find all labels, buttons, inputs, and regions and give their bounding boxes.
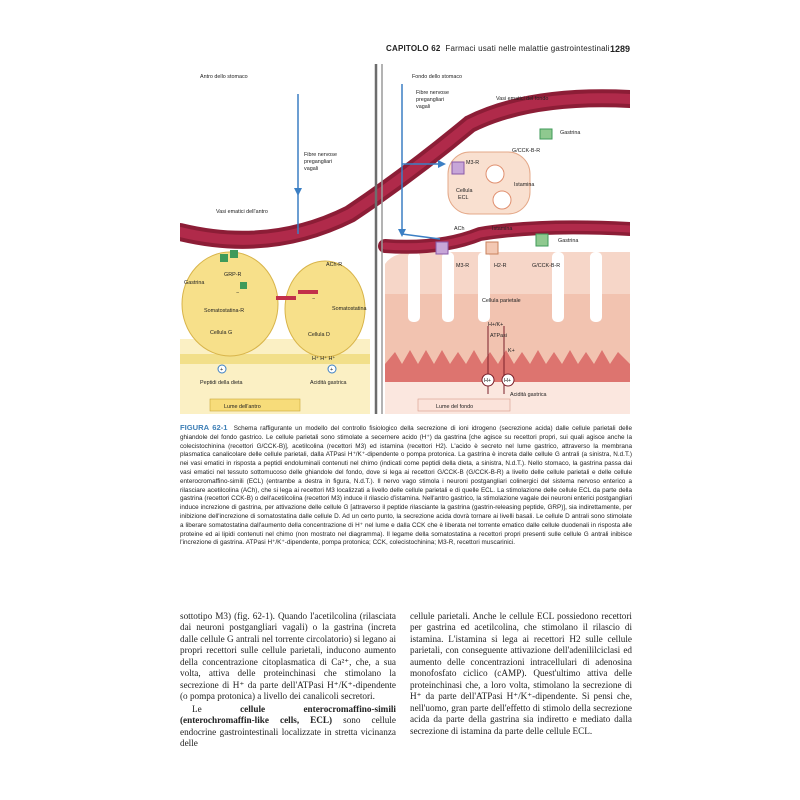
ecl-term: cellule enterocromaffino-simili (enterochromaffin-like cells, ECL) [180, 703, 396, 726]
paragraph: cellule parietali. Anche le cellule ECL possiedono recettori per gastrina ed acetilcolina, che stimolano il rilascio di istamina. L'istamina si lega ai recettori H2 sulle cellule parietali, con conseguente attivazione dell'adenililciclasi ed aumento delle concentrazioni intracellulari di adenosina monofosfato ciclico (cAMP). Quest'ultimo attiva delle proteinchinasi che, a loro volta, stimolano la secrezione di H⁺ da parte dell'ATPasi H⁺/K⁺-dipendente. Si pensi che, nell'uomo, gran parte dell'effetto di stimolo della secrezione acida da parte della gastrina sia indiretto e mediato dalla secrezione di istamina da parte delle cellule ECL. [410, 611, 632, 736]
symbol-minus-gcell: − [236, 290, 240, 296]
label-d-cell: Cellula D [308, 332, 330, 338]
caption-text: Schema raffigurante un modello del controllo fisiologico della secrezione di ioni idrogeno (secrezione acida) dalle cellule parietali delle ghiandole del fondo gastrico. Le cellule parietali sono stimolate a secernere acido (H⁺) da gastrina [che agisce su recettori propri, sui quali agisce anche la colecistochinina (recettori G/CCK-B)], acetilcolina (recettori M3) ed istamina (recettori H2). L'acido è secreto nel lume gastrico, attraverso la membrana plasmatica canalicolare delle cellule parietali, dalla ATPasi H⁺/K⁺-dipendente o pompa protonica. La gastrina è increta dalle cellule G antrali (a sinistra, N.d.T.) nei vasi ematici in risposta a peptidi endoluminali contenuti nel chimo (indicati come peptidi della dieta, a sinistra, N.d.T.). Nello stomaco, la gastrina passa dai vasi ematici nel tessuto sottomucoso delle ghiandole del fondo, dove si lega ai recettori G/CCK-B (G/CCK-B-R) a livello delle cellule parietali e delle cellule enterocromaffino-simili (ECL) (entrambe a destra in figura, N.d.T.). Il nervo vago stimola i neuroni postgangliari colinergici del sistema nervoso enterico a rilasciare acetilcolina (ACh), che si lega ai recettori M3 localizzati a livello delle cellule parietali e di quelle ECL. La stimolazione delle cellule ECL da parte della gastrina (recettori CCK-B) o dell'acetilcolina (recettori M3) induce il rilascio d'istamina. Nell'antro gastrico, la stimolazione vagale dei neuroni enterici postgangliari induce increzione di gastrina, per attivazione delle cellule G [attraverso il peptide rilasciante la gastrina (gastrin-releasing peptide, GRP)], sia indirettamente, per inibizione dell'increzione di somatostatina dalle cellule D. Ad un certo punto, la secrezione acida dovrà tornare ai livelli basali. Le cellule D antrali sono stimolate a liberare somatostatina dall'aumento della concentrazione di H⁺ nel lume e dalla CCK che è liberata nel torrente ematico dalle cellule duodenali in risposta alle proteine ed ai lipidi contenuti nel chimo (non mostrato nel diagramma). Il legame della somatostatina a recettori propri presenti sulle cellule G antrali inibisce l'increzione di gastrina. ATPasi H⁺/K⁺-dipendente, pompa protonica; CCK, colecistochinina; M3-R, recettori muscarinici. [180, 425, 632, 547]
label-h-ions: H⁺ H⁺ H⁺ [312, 356, 336, 362]
label-antrum-region: Antro dello stomaco [200, 74, 248, 80]
chapter-label: CAPITOLO 62 [386, 44, 441, 53]
paragraph-ecl [180, 704, 396, 750]
label-atpase-1: H+/K+ [488, 322, 504, 328]
label-h-plus-1: H+ [484, 378, 492, 384]
label-g-cell: Cellula G [210, 330, 233, 336]
label-vagal-right-2: pregangliari [416, 97, 445, 103]
label-vagal-right-3: vagali [416, 104, 431, 110]
figure-label: FIGURA 62-1 [180, 423, 228, 432]
running-head [386, 44, 610, 53]
label-vagal-left-1: Fibre nervose [304, 152, 337, 158]
label-blood-vessels-antrum: Vasi ematici dell'antro [216, 209, 268, 215]
symbol-plus-gcell: + [220, 367, 224, 373]
label-atpase-2: ATPasi [490, 333, 507, 339]
label-histamine-ecl: Istamina [514, 182, 535, 188]
label-h-plus-2: H+ [504, 378, 512, 384]
label-histamine: Istamina [492, 226, 513, 232]
label-ecl-cell-2: ECL [458, 195, 469, 201]
label-fundus-lumen: Lume del fondo [436, 404, 474, 410]
paragraph: sottotipo M3) (fig. 62-1). Quando l'acetilcolina (rilasciata dai neuroni postgangliari vagali) o la gastrina (increta dalle cellule G antrali nel torrente circolatorio) si legano ai propri recettori sulle cellule parietali, inducono aumento della concentrazione citoplasmatica di Ca²⁺, che, a sua volta, attiva delle proteinchinasi che stimolano la secrezione di H⁺ da parte dell'ATPasi H⁺/K⁺-dipendente (o pompa protonica) a livello dei canalicoli secretori. [180, 611, 396, 702]
label-vagal-right-1: Fibre nervose [416, 90, 449, 96]
g-cell [182, 252, 278, 356]
body-column-right [410, 611, 632, 737]
label-vagal-left-3: vagali [304, 166, 319, 172]
label-gastrin: Gastrina [184, 280, 205, 286]
label-m3r-ecl: M3-R [466, 160, 480, 166]
page-number: 1289 [610, 44, 631, 54]
label-dietary-peptides: Peptidi della dieta [200, 380, 243, 386]
label-g-cck-b-r: G/CCK-B-R [532, 263, 561, 269]
label-k-plus: K+ [508, 348, 515, 354]
label-ach: ACh [454, 226, 465, 232]
label-h2r: H2-R [494, 263, 507, 269]
figure-diagram [180, 64, 630, 414]
lead: Le [192, 703, 202, 714]
antrum-epithelium [180, 354, 370, 364]
body-column-left [180, 611, 396, 749]
label-fundus-region: Fondo dello stomaco [412, 74, 463, 80]
label-gastrin-top: Gastrina [560, 130, 581, 136]
label-gastric-acidity-antrum: Acidità gastrica [310, 380, 347, 386]
label-ecl-cell-1: Cellula [456, 188, 473, 194]
label-vagal-left-2: pregangliari [304, 159, 333, 165]
figure-caption [180, 424, 632, 548]
label-m3r: M3-R [456, 263, 470, 269]
label-antrum-lumen: Lume dell'antro [224, 404, 261, 410]
symbol-plus-dcell: + [330, 367, 334, 373]
label-somatostatin: Somatostatina [332, 306, 367, 312]
label-gastric-acidity-fundus: Acidità gastrica [510, 392, 547, 398]
label-grp-r: GRP-R [224, 272, 242, 278]
symbol-minus-dcell: − [312, 296, 316, 302]
label-g-cck-b-r-top: G/CCK-B-R [512, 148, 541, 154]
label-ach-r: ACh-R [326, 262, 343, 268]
label-blood-vessels-fundus: Vasi ematici del fondo [496, 96, 549, 102]
paragraph-rest: sono cellule endocrine gastrointestinali localizzate in stretta vicinanza delle [180, 715, 397, 748]
label-parietal-cell: Cellula parietale [482, 298, 521, 304]
label-somatostatin-r: Somatostatina-R [204, 308, 245, 314]
chapter-title: Farmaci usati nelle malattie gastrointestinali [445, 44, 610, 53]
label-gastrin-right: Gastrina [558, 238, 579, 244]
